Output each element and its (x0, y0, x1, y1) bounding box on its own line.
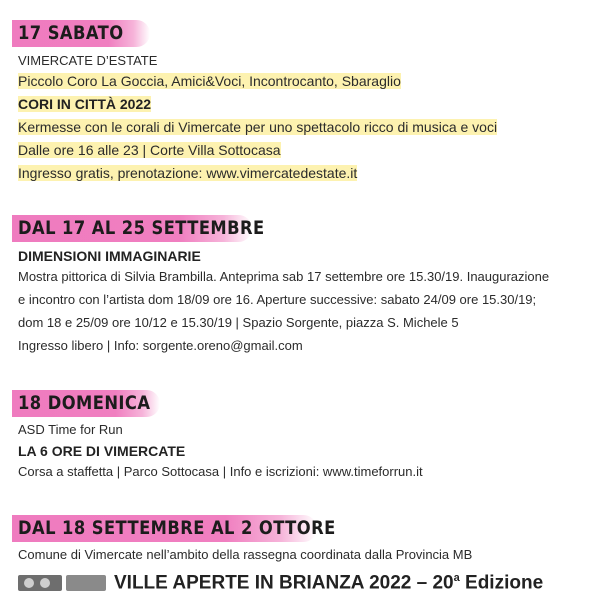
event-info: Corsa a staffetta | Parco Sottocasa | Info e iscrizioni: www.timeforrun.it (18, 464, 423, 479)
event-performers: Piccolo Coro La Goccia, Amici&Voci, Incontrocanto, Sbaraglio (18, 73, 401, 89)
section-header-17-sabato (12, 20, 150, 47)
event-description-line: e incontro con l’artista dom 18/09 ore 16. Aperture successive: sabato 24/09 ore 15.30/19; (18, 292, 537, 307)
event-description-line: dom 18 e 25/09 ore 10/12 e 15.30/19 | Spazio Sorgente, piazza S. Michele 5 (18, 315, 459, 330)
event-description-line: Mostra pittorica di Silvia Brambilla. Anteprima sab 17 settembre ore 15.30/19. Inaugurazione (18, 269, 550, 284)
event-title: CORI IN CITTÀ 2022 (18, 96, 152, 112)
event-organizer: ASD Time for Run (18, 422, 123, 437)
event-title: DIMENSIONI IMMAGINARIE (18, 248, 201, 264)
event-time-place: Dalle ore 16 alle 23 | Corte Villa Sottocasa (18, 142, 281, 158)
section-title: DAL 17 AL 25 SETTEMBRE (18, 217, 265, 239)
footer-title: VILLE APERTE IN BRIANZA 2022 – 20$^a$ Edizione (114, 572, 544, 594)
section-header-17-25-settembre (12, 215, 265, 242)
section-header-18-domenica (12, 390, 160, 417)
event-description: Comune di Vimercate nell’ambito della rassegna coordinata dalla Provincia MB (18, 547, 473, 562)
section-title: DAL 18 SETTEMBRE AL 2 OTTORE (18, 517, 336, 539)
event-organizer: VIMERCATE D’ESTATE (18, 53, 158, 68)
section-header-18-settembre-2-ottobre (12, 515, 336, 542)
event-title: LA 6 ORE DI VIMERCATE (18, 443, 186, 459)
section-title: 18 DOMENICA (18, 392, 151, 414)
event-description: Kermesse con le corali di Vimercate per uno spettacolo ricco di musica e voci (18, 119, 498, 135)
sponsor-logo-2 (66, 575, 106, 591)
event-booking: Ingresso gratis, prenotazione: www.vimercatedestate.it (18, 165, 358, 181)
event-info: Ingresso libero | Info: sorgente.oreno@gmail.com (18, 338, 303, 353)
section-title: 17 SABATO (18, 22, 124, 44)
sponsor-logo (18, 575, 62, 591)
